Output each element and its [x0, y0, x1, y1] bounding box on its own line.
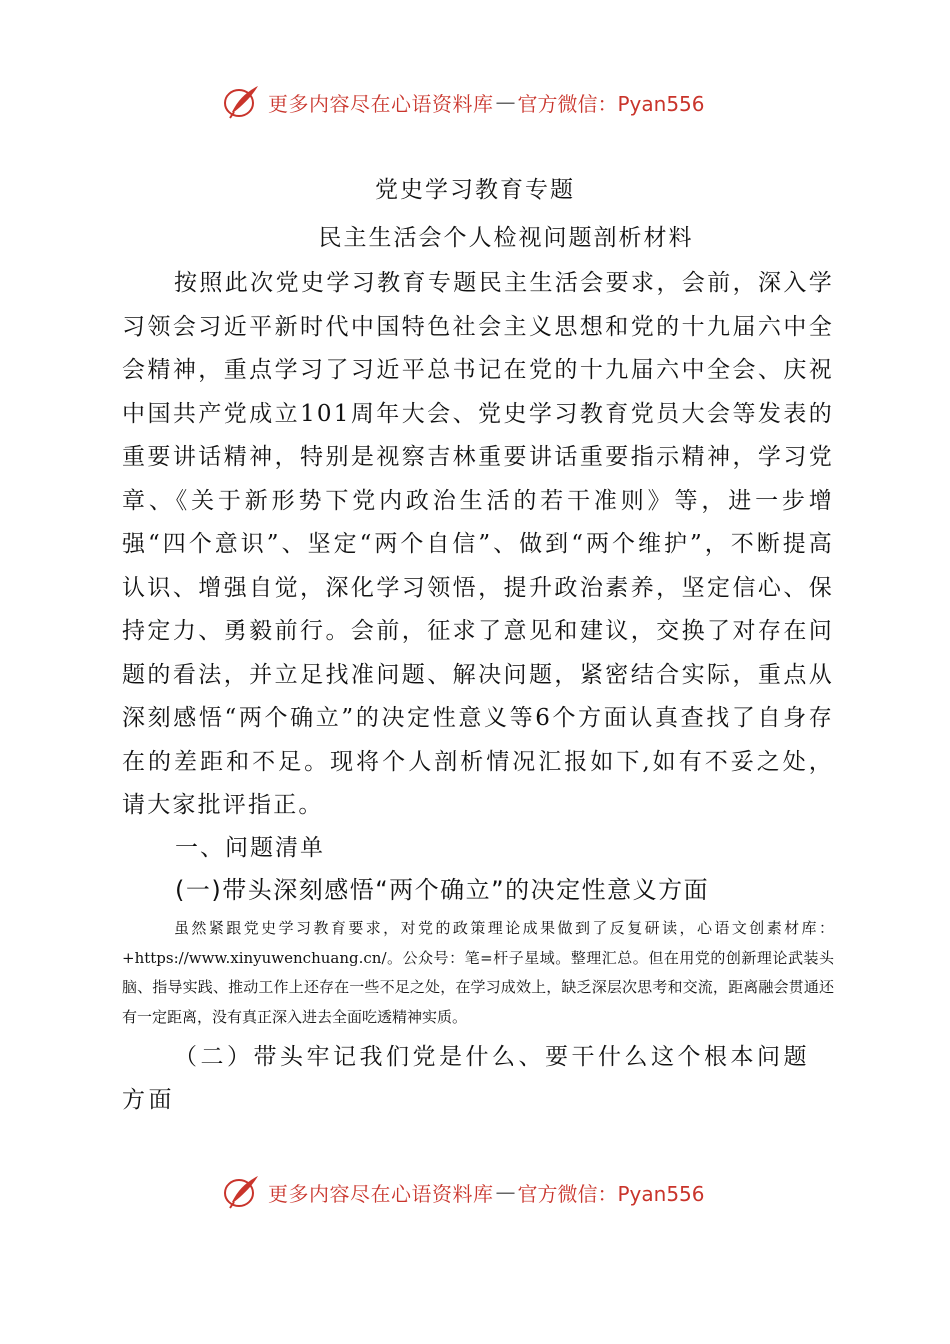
header-watermark-banner: [222, 82, 705, 122]
banner-separator: —: [495, 90, 516, 114]
banner-wechat-contact: 官方微信：Pyan556: [517, 91, 705, 116]
section-heading-problem-list: 一、问题清单: [175, 835, 325, 861]
banner-separator: —: [495, 1180, 516, 1204]
subsection-heading-2: （二）带头牢记我们党是什么、要干什么这个根本问题方面: [122, 1044, 810, 1113]
document-subtitle: 民主生活会个人检视问题剖析材料: [318, 225, 694, 251]
subsection-1-body: 虽然紧跟党史学习教育要求，对党的政策理论成果做到了反复研读，心语文创素材库：+https://www.xinyuwenchuang.cn/。公众号：笔=杆子星域。整理汇总。但在用党的创新理论武装头脑、指导实践、推动工作上还存在一些不足之处，在学习成效上，缺乏深层次思考和交流，距离融会贯通还有一定距离，没有真正深入进去全面吃透精神实质。: [122, 919, 834, 1026]
banner-library-text: 更多内容尽在心语资料库: [268, 91, 494, 116]
subsection-heading-1: (一)带头深刻感悟“两个确立”的决定性意义方面: [175, 876, 710, 904]
banner-library-text: 更多内容尽在心语资料库: [268, 1181, 494, 1206]
feather-logo-icon: [222, 1172, 262, 1212]
document-title: 党史学习教育专题: [375, 177, 575, 203]
intro-paragraph: 按照此次党史学习教育专题民主生活会要求，会前，深入学习领会习近平新时代中国特色社会主义思想和党的十九届六中全会精神，重点学习了习近平总书记在党的十九届六中全会、庆祝中国共产党成立101周年大会、党史学习教育党员大会等发表的重要讲话精神，特别是视察吉林重要讲话重要指示精神，学习党章、《关于新形势下党内政治生活的若干准则》等，进一步增强“四个意识”、坚定“两个自信”、做到“两个维护”，不断提高认识、增强自觉，深化学习领悟，提升政治素养，坚定信心、保持定力、勇毅前行。会前，征求了意见和建议，交换了对存在问题的看法，并立足找准问题、解决问题，紧密结合实际，重点从深刻感悟“两个确立”的决定性意义等6个方面认真查找了自身存在的差距和不足。现将个人剖析情况汇报如下,如有不妥之处，请大家批评指正。: [122, 270, 834, 818]
banner-wechat-contact: 官方微信：Pyan556: [517, 1181, 705, 1206]
footer-watermark-banner: [222, 1172, 705, 1212]
feather-logo-icon: [222, 82, 262, 122]
